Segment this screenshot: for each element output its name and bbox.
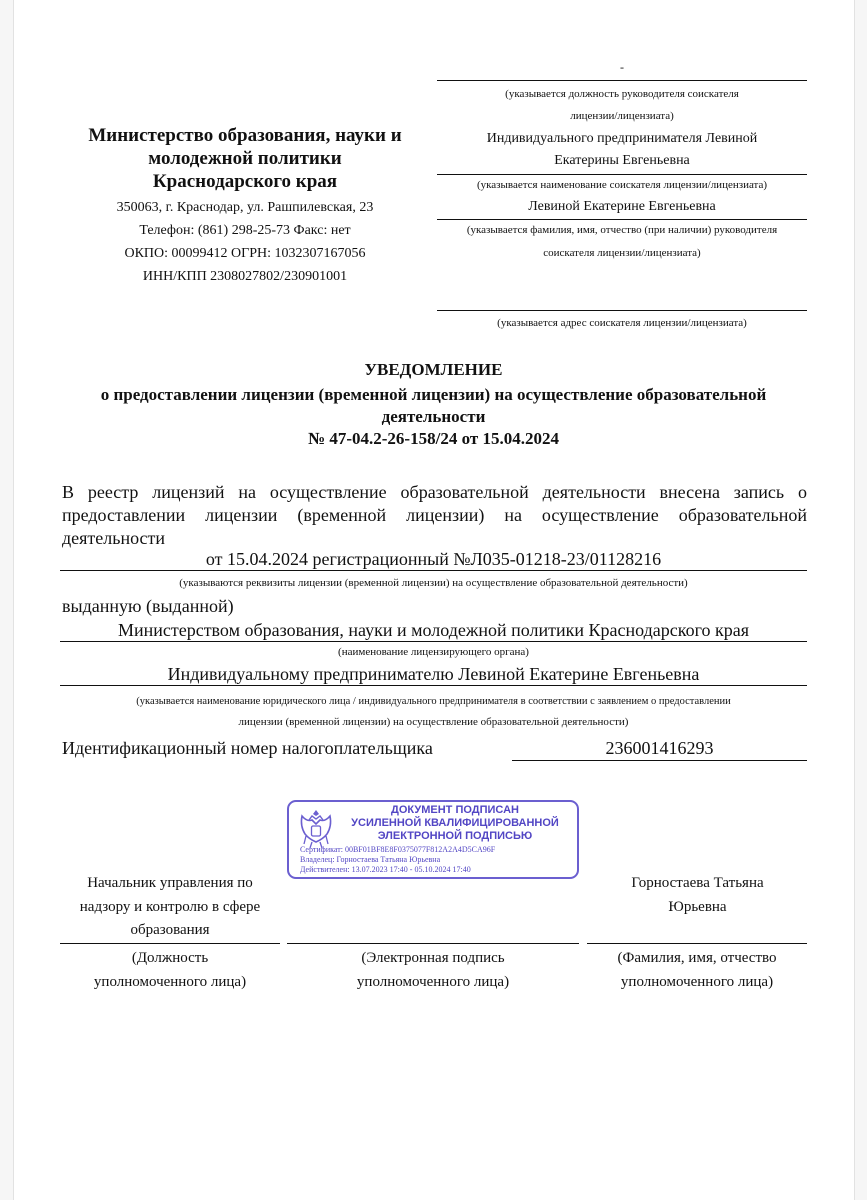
signer-name: Горностаева Татьяна <box>631 875 764 891</box>
org-phone: Телефон: (861) 298-25-73 Факс: нет <box>139 223 351 238</box>
org-inn: ИНН/КПП 2308027802/230901001 <box>142 269 348 284</box>
applicant-name-2: Екатерины Евгеньевна <box>554 153 690 168</box>
licensee-hint: (указывается наименование юридического лица / индивидуального предпринимателя в соответствии с заявлением о предоставлении <box>136 696 731 707</box>
signer-name-2: Юрьевна <box>668 899 727 915</box>
registration-value: от 15.04.2024 регистрационный №Л035-01218-23/01128216 <box>205 549 662 569</box>
notice-title: УВЕДОМЛЕНИЕ <box>364 360 503 379</box>
inn-label: Идентификационный номер налогоплательщика <box>62 738 433 758</box>
applicant-hint: (указывается наименование соискателя лицензии/лицензиата) <box>476 179 768 191</box>
position-caption: (Должность <box>131 950 209 966</box>
recipient-hint: (указывается фамилия, имя, отчество (при наличии) руководителя <box>466 224 778 236</box>
body-paragraph-3: деятельности <box>62 528 166 548</box>
russian-coat-of-arms-icon <box>296 806 336 850</box>
org-name-2: молодежной политики <box>148 148 342 169</box>
licensee-value: Индивидуальному предпринимателю Левиной Екатерине Евгеньевна <box>167 664 700 684</box>
registration-hint: (указываются реквизиты лицензии (временной лицензии) на осуществление образовательной деятельности) <box>179 577 688 589</box>
address-line <box>437 310 807 311</box>
recipient-name: Левиной Екатерине Евгеньевна <box>528 199 716 214</box>
stamp-title-3: ЭЛЕКТРОННОЙ ПОДПИСЬЮ <box>377 830 533 842</box>
issuer-value: Министерством образования, науки и молодежной политики Краснодарского края <box>117 620 750 640</box>
applicant-line <box>437 174 807 175</box>
body-paragraph: В реестр лицензий на осуществление образовательной деятельности внесена запись о <box>62 482 807 502</box>
recipient-line <box>437 219 807 220</box>
issuer-hint: (наименование лицензирующего органа) <box>338 646 529 658</box>
position-signature-line <box>60 943 280 944</box>
notice-number: № 47-04.2-26-158/24 от 15.04.2024 <box>308 429 559 448</box>
position-line <box>437 80 807 81</box>
page-frame-left <box>0 0 14 1200</box>
recipient-hint-2: соискателя лицензии/лицензиата) <box>543 247 701 259</box>
notice-subtitle: о предоставлении лицензии (временной лицензии) на осуществление образовательной <box>100 385 767 404</box>
address-hint: (указывается адрес соискателя лицензии/лицензиата) <box>497 317 747 329</box>
position-hint-2: лицензии/лицензиата) <box>570 110 674 122</box>
page-frame-right <box>854 0 867 1200</box>
position-caption-2: уполномоченного лица) <box>93 974 247 990</box>
notice-subtitle-2: деятельности <box>381 407 486 426</box>
stamp-valid: Действителен: 13.07.2023 17:40 - 05.10.2024 17:40 <box>300 865 471 874</box>
inn-line <box>512 760 807 761</box>
issuer-line <box>60 641 807 642</box>
licensee-hint-2: лицензии (временной лицензии) на осуществление образовательной деятельности) <box>238 716 629 728</box>
position-hint: (указывается должность руководителя соискателя <box>505 88 739 100</box>
name-caption-2: уполномоченного лица) <box>620 974 774 990</box>
registration-line <box>60 570 807 571</box>
stamp-title: ДОКУМЕНТ ПОДПИСАН <box>391 804 519 816</box>
name-signature-line <box>587 943 807 944</box>
org-name: Министерство образования, науки и <box>88 125 402 146</box>
e-signature-caption: (Электронная подпись <box>361 950 505 966</box>
signer-position: Начальник управления по <box>87 875 253 891</box>
applicant-name: Индивидуального предпринимателя Левиной <box>486 131 758 146</box>
org-address: 350063, г. Краснодар, ул. Рашпилевская, 23 <box>116 200 374 215</box>
issued-label: выданную (выданной) <box>62 596 234 616</box>
org-name-3: Краснодарского края <box>152 171 338 192</box>
inn-value: 236001416293 <box>605 738 714 758</box>
body-paragraph-2: предоставлении лицензии (временной лицензии) на осуществление образовательной <box>62 505 807 525</box>
signer-position-3: образования <box>130 922 210 938</box>
stamp-owner: Владелец: Горностаева Татьяна Юрьевна <box>300 855 441 864</box>
signer-position-2: надзору и контролю в сфере <box>79 899 261 915</box>
stamp-title-2: УСИЛЕННОЙ КВАЛИФИЦИРОВАННОЙ <box>351 817 559 829</box>
header-dash: - <box>620 60 624 74</box>
stamp-certificate: Сертификат: 00BF01BF8E8F0375077F812A2A4D5CA96F <box>300 845 496 854</box>
name-caption: (Фамилия, имя, отчество <box>617 950 777 966</box>
signature-stamp <box>287 800 579 879</box>
e-signature-line <box>287 943 579 944</box>
org-okpo: ОКПО: 00099412 ОГРН: 1032307167056 <box>124 246 366 261</box>
e-signature-caption-2: уполномоченного лица) <box>356 974 510 990</box>
licensee-line <box>60 685 807 686</box>
